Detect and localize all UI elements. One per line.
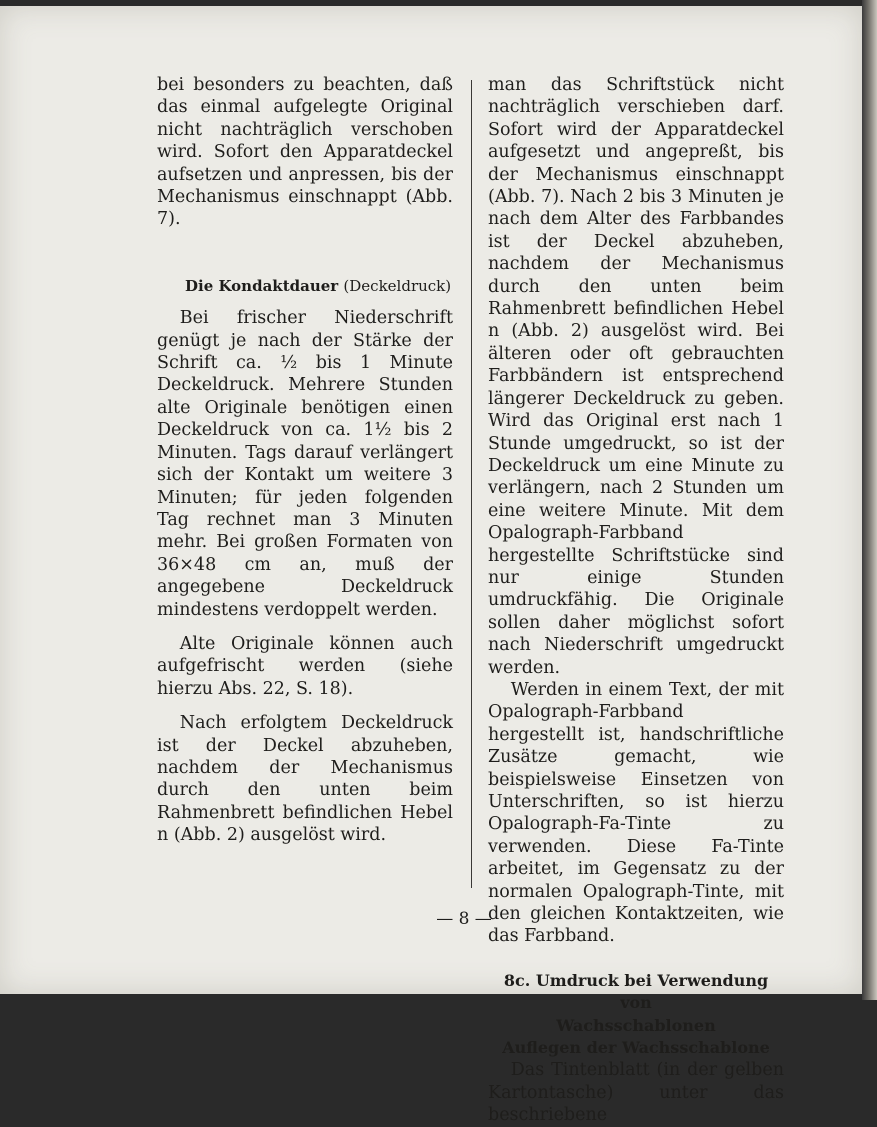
heading-sub: (Deckeldruck) — [343, 276, 452, 295]
heading-line-2: Wachsschablonen — [556, 1015, 716, 1035]
document-page — [0, 6, 862, 1126]
heading-main: Die Kondaktdauer — [185, 276, 339, 295]
left-paragraph-1: bei besonders zu beachten, daß das einmal aufgelegte Original nicht nachträglich verschoben wird. Sofort den Apparatdeckel aufsetzen und anpressen, bis der Mechanismus einschnappt (Abb. 7). — [157, 75, 453, 230]
left-paragraph-3: Alte Originale können auch aufgefrischt werden (siehe hierzu Abs. 22, S. 18). — [157, 633, 453, 699]
right-paragraph-2: Werden in einem Text, der mit Opalograph-Farbband hergestellt ist, handschriftliche Zusätze gemacht, wie beispielsweise Einsetzen von Unterschriften, so ist hierzu Opalograph-Fa-Tinte zu verwenden. Diese Fa-Tinte arbeitet, im Gegensatz zu der normalen Opalograph-Tinte, mit den gleichen Kontaktzeiten, wie das Farbband. — [488, 679, 784, 947]
left-paragraph-2: Bei frischer Niederschrift genügt je nach der Stärke der Schrift ca. ½ bis 1 Minute Deckeldruck. Mehrere Stunden alte Originale benötigen einen Deckeldruck von ca. 1½ bis 2 Minuten. Tags darauf verlängert sich der Kontakt um weitere 3 Minuten; für jeden folgenden Tag rechnet man 3 Minuten mehr. Bei großen Formaten von 36×48 cm an, muß der angegebene Deckeldruck mindestens verdoppelt werden. — [157, 308, 453, 620]
page-edge — [862, 0, 877, 1000]
column-divider — [471, 80, 472, 888]
left-paragraph-4: Nach erfolgtem Deckeldruck ist der Deckel abzuheben, nachdem der Mechanismus durch den unten beim Rahmenbrett befindlichen Hebel n (Abb. 2) ausgelöst wird. — [157, 713, 453, 846]
right-column — [488, 74, 784, 1127]
left-column — [157, 74, 453, 847]
section-heading-kontaktdauer — [185, 275, 453, 297]
right-paragraph-1: man das Schriftstück nicht nachträglich verschieben darf. Sofort wird der Apparatdeckel aufgesetzt und angepreßt, bis der Mechanismus einschnappt (Abb. 7). Nach 2 bis 3 Minuten je nach dem Alter des Farbbandes ist der Deckel abzuheben, nachdem der Mechanismus durch den unten beim Rahmenbrett befindlichen Hebel n (Abb. 2) ausgelöst wird. Bei älteren oder oft gebrauchten Farbbändern ist entsprechend längerer Deckeldruck zu geben. Wird das Original erst nach 1 Stunde umgedruckt, so ist der Deckeldruck um eine Minute zu verlängern, nach 2 Stunden um eine weitere Minute. Mit dem Opalograph-Farbband hergestellte Schriftstücke sind nur einige Stunden umdruckfähig. Die Originale sollen daher möglichst sofort nach Niederschrift umgedruckt werden. — [488, 75, 784, 678]
heading-line-1: 8c. Umdruck bei Verwendung von — [503, 970, 769, 1013]
page-number: — 8 — — [436, 909, 492, 929]
heading-line-3: Auflegen der Wachsschablone — [502, 1038, 770, 1058]
right-paragraph-3: Das Tintenblatt (in der gelben Kartontasche) unter das beschriebene — [488, 1060, 784, 1126]
section-heading-8c — [488, 970, 784, 1060]
